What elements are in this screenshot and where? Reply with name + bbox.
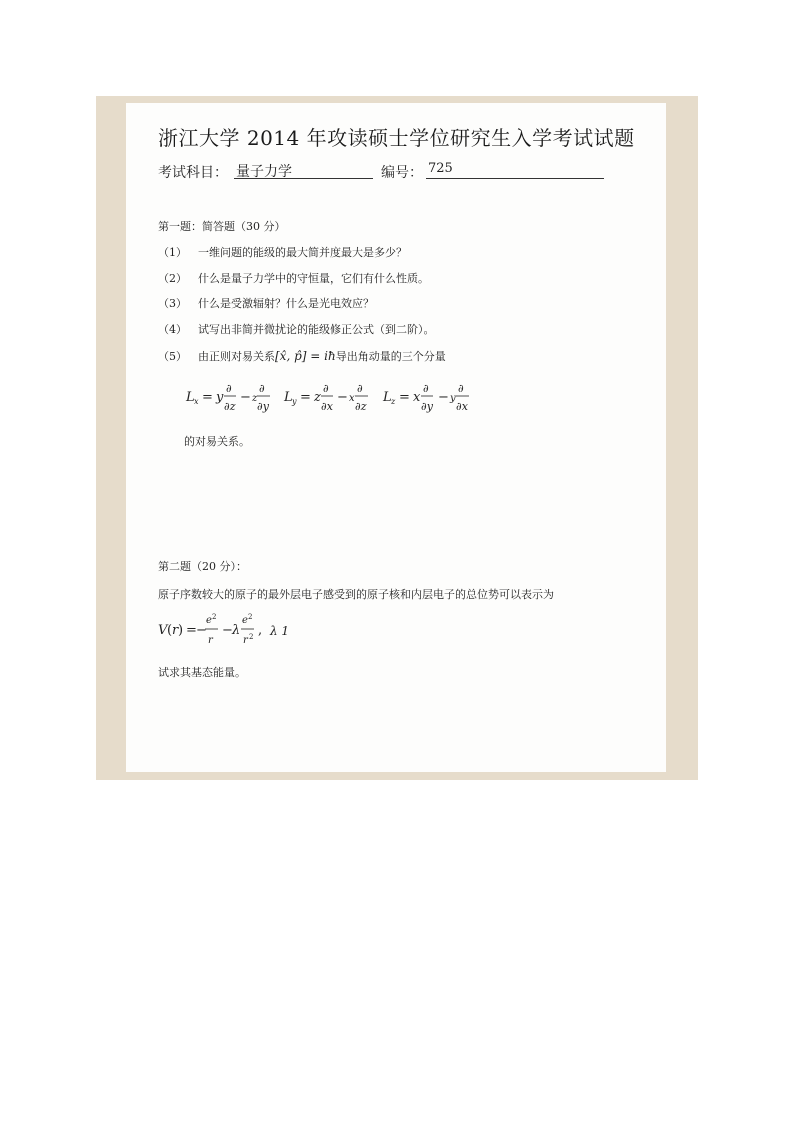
subject-label: 考试科目： bbox=[158, 165, 228, 181]
section2-heading: 第二题（20 分）： bbox=[158, 560, 247, 573]
question-text: 什么是受激辐射？什么是光电效应？ bbox=[198, 297, 374, 310]
svg-text:V: V bbox=[158, 623, 168, 638]
svg-text:x: x bbox=[413, 390, 421, 405]
svg-text:z: z bbox=[391, 397, 396, 406]
svg-text:2: 2 bbox=[248, 613, 253, 621]
formula-text-lx: Lx = y∂/∂z − z∂/∂y bbox=[180, 420, 190, 421]
formula-text-ly: Ly = z∂/∂x − x∂/∂z bbox=[260, 420, 270, 421]
svg-text:∂: ∂ bbox=[458, 382, 464, 395]
svg-text:=: = bbox=[186, 623, 197, 638]
svg-text:∂x: ∂x bbox=[456, 400, 468, 413]
svg-text:2: 2 bbox=[249, 633, 254, 641]
svg-text:z: z bbox=[252, 393, 258, 404]
svg-text:=: = bbox=[202, 390, 213, 405]
svg-text:,: , bbox=[258, 623, 263, 638]
potential-formula bbox=[156, 610, 326, 652]
svg-text:2: 2 bbox=[212, 613, 217, 621]
svg-text:e: e bbox=[242, 615, 248, 626]
question-number: （1） bbox=[158, 246, 187, 259]
svg-text:e: e bbox=[206, 615, 212, 626]
section2-text: 原子序数较大的原子的最外层电子感受到的原子核和内层电子的总位势可以表示为 bbox=[158, 588, 554, 601]
question-number: （5） bbox=[158, 350, 187, 363]
question-text: 什么是量子力学中的守恒量，它们有什么性质。 bbox=[198, 272, 429, 285]
formula-lx bbox=[185, 382, 270, 413]
question-text: 由正则对易关系 bbox=[198, 350, 275, 363]
question-3 bbox=[158, 295, 374, 311]
exam-title: 浙江大学 2014 年攻读硕士学位研究生入学考试试题 bbox=[158, 126, 635, 150]
svg-text:∂y: ∂y bbox=[257, 400, 269, 413]
question-4 bbox=[158, 321, 435, 337]
svg-text:x: x bbox=[349, 393, 355, 404]
svg-text:y: y bbox=[450, 393, 456, 404]
question-text: 试写出非简并微扰论的能级修正公式（到二阶）。 bbox=[198, 323, 435, 336]
subject-value: 量子力学 bbox=[234, 161, 373, 179]
section1-tail: 的对易关系。 bbox=[184, 435, 250, 448]
question-2 bbox=[158, 270, 429, 286]
formula-ly bbox=[283, 382, 368, 413]
svg-text:L: L bbox=[284, 390, 293, 405]
question-number: （3） bbox=[158, 297, 187, 310]
code-value: 725 bbox=[426, 161, 604, 179]
angular-momentum-formulas bbox=[180, 376, 500, 420]
svg-text:∂y: ∂y bbox=[421, 400, 433, 413]
section1-heading: 第一题：简答题（30 分） bbox=[158, 220, 286, 233]
svg-text:y: y bbox=[292, 397, 297, 406]
svg-text:∂x: ∂x bbox=[321, 400, 333, 413]
svg-text:=: = bbox=[300, 390, 311, 405]
svg-text:(: ( bbox=[167, 623, 173, 638]
commutator-formula: [x̂, p̂] = iħ bbox=[275, 349, 336, 363]
svg-text:∂: ∂ bbox=[357, 382, 363, 395]
svg-text:−: − bbox=[222, 623, 233, 638]
svg-text:z: z bbox=[314, 390, 321, 405]
question-text-tail: 导出角动量的三个分量 bbox=[335, 350, 446, 363]
svg-text:−: − bbox=[438, 390, 449, 405]
question-text: 一维问题的能级的最大简并度最大是多少？ bbox=[198, 246, 407, 259]
svg-text:r: r bbox=[243, 635, 248, 646]
formula-lz bbox=[382, 382, 469, 413]
formula-text-lz: Lz = x∂/∂y − y∂/∂x bbox=[340, 420, 350, 421]
svg-text:−: − bbox=[240, 390, 251, 405]
svg-text:∂: ∂ bbox=[323, 382, 329, 395]
svg-text:λ: λ bbox=[232, 623, 241, 638]
code-label: 编号： bbox=[381, 165, 423, 181]
svg-text:∂: ∂ bbox=[226, 382, 232, 395]
svg-text:−: − bbox=[196, 623, 207, 638]
question-number: （2） bbox=[158, 272, 187, 285]
question-number: （4） bbox=[158, 323, 187, 336]
svg-text:−: − bbox=[337, 390, 348, 405]
svg-text:y: y bbox=[216, 390, 224, 405]
svg-text:∂z: ∂z bbox=[355, 400, 367, 413]
svg-text:∂z: ∂z bbox=[224, 400, 236, 413]
svg-text:x: x bbox=[194, 397, 199, 406]
svg-text:L: L bbox=[186, 390, 195, 405]
svg-text:): ) bbox=[178, 623, 184, 638]
svg-text:r: r bbox=[172, 623, 179, 638]
svg-text:L: L bbox=[383, 390, 392, 405]
svg-text:∂: ∂ bbox=[259, 382, 265, 395]
lambda-condition: λ 1 bbox=[270, 624, 290, 638]
potential-text: V(r) = −e²/r − λ e²/r² , λ 1 bbox=[160, 650, 174, 651]
section2-ask: 试求其基态能量。 bbox=[158, 666, 246, 679]
svg-text:=: = bbox=[399, 390, 410, 405]
svg-text:∂: ∂ bbox=[423, 382, 429, 395]
svg-text:r: r bbox=[208, 635, 213, 646]
question-1 bbox=[158, 244, 407, 260]
question-5 bbox=[158, 348, 446, 364]
